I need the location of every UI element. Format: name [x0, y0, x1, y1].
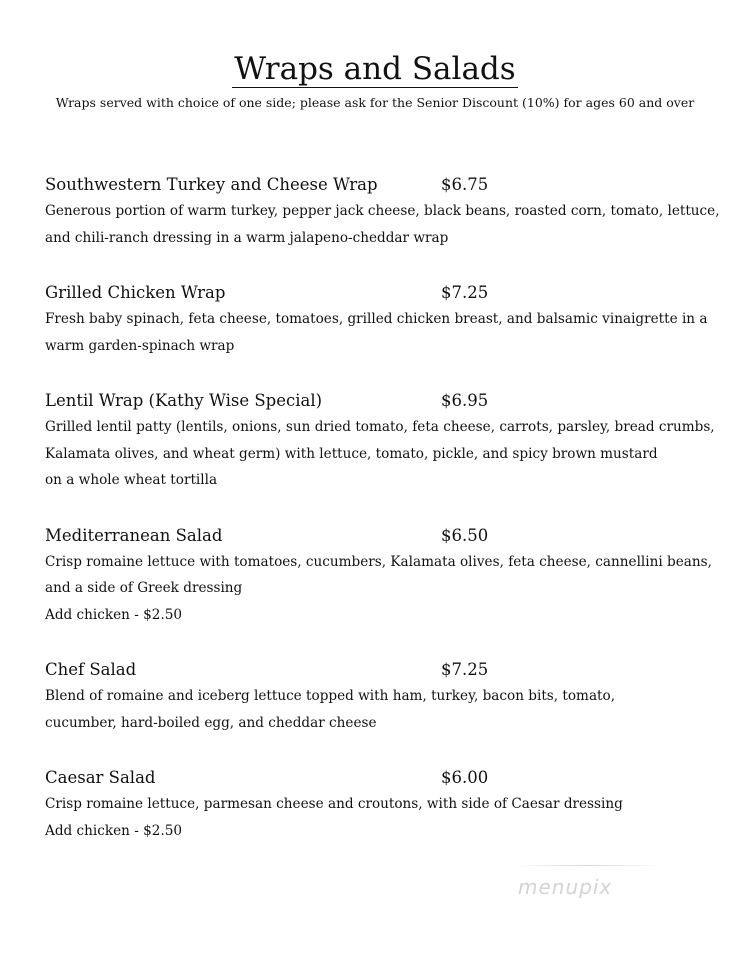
page-title [0, 50, 750, 88]
menu-item [45, 280, 708, 359]
menu-item [45, 388, 715, 494]
menu-item-description [45, 414, 715, 494]
menu-item [45, 657, 705, 736]
menu-item-price: $6.95 [441, 391, 489, 410]
menu-item-description [45, 198, 720, 251]
menu-item-header [45, 280, 705, 306]
menu-item-header [45, 657, 705, 683]
menu-item-price: $7.25 [441, 660, 489, 679]
description-line: Generous portion of warm turkey, pepper jack cheese, black beans, roasted corn, tomato, lettuce, [45, 203, 720, 219]
description-line: and chili-ranch dressing in a warm jalapeno-cheddar wrap [45, 229, 449, 246]
watermark-logo-text: menupix [518, 875, 613, 899]
menu-item-price: $6.50 [441, 525, 489, 545]
description-line: Fresh baby spinach, feta cheese, tomatoes, grilled chicken breast, and balsamic vinaigrette in a [45, 311, 708, 327]
description-line: Kalamata olives, and wheat germ) with lettuce, tomato, pickle, and spicy brown mustard [45, 445, 658, 462]
menu-item [45, 172, 720, 251]
menu-item-header [45, 523, 705, 549]
description-line: cucumber, hard-boiled egg, and cheddar cheese [45, 714, 377, 731]
menu-item [45, 523, 712, 629]
menu-item-price: $6.00 [441, 768, 489, 787]
add-on-note: Add chicken - $2.50 [45, 606, 183, 623]
menu-item-name: Mediterranean Salad [45, 525, 223, 545]
watermark-rule [512, 865, 662, 866]
menu-list [45, 172, 720, 873]
menu-item-description [45, 683, 705, 736]
menu-item-name: Grilled Chicken Wrap [45, 283, 226, 302]
description-line: Crisp romaine lettuce, parmesan cheese and croutons, with side of Caesar dressing [45, 796, 623, 812]
description-line: warm garden-spinach wrap [45, 337, 235, 354]
menu-item-description [45, 306, 708, 359]
menu-item-name: Lentil Wrap (Kathy Wise Special) [45, 391, 323, 410]
menu-item-price: $6.75 [441, 175, 489, 194]
menu-item-header [45, 388, 705, 414]
add-on-note: Add chicken - $2.50 [45, 822, 183, 839]
menu-item-description [45, 791, 705, 844]
description-line: Crisp romaine lettuce with tomatoes, cucumbers, Kalamata olives, feta cheese, cannellini beans, [45, 553, 712, 570]
page-subtitle: Wraps served with choice of one side; please ask for the Senior Discount (10%) for ages 60 and over [55, 95, 695, 110]
menu-item-name: Caesar Salad [45, 768, 156, 787]
page-title-text: Wraps and Salads [234, 51, 516, 87]
description-line: Grilled lentil patty (lentils, onions, sun dried tomato, feta cheese, carrots, parsley, bread crumbs, [45, 419, 715, 435]
menu-item-header [45, 765, 705, 791]
menu-item [45, 765, 705, 844]
menu-item-name: Chef Salad [45, 660, 137, 679]
menu-item-name: Southwestern Turkey and Cheese Wrap [45, 175, 378, 194]
description-line: Blend of romaine and iceberg lettuce topped with ham, turkey, bacon bits, tomato, [45, 688, 616, 704]
watermark [512, 865, 662, 915]
menu-item-header [45, 172, 705, 198]
menu-item-description [45, 549, 712, 629]
menu-item-price: $7.25 [441, 283, 489, 302]
description-line: and a side of Greek dressing [45, 580, 243, 596]
description-line: on a whole wheat tortilla [45, 472, 218, 488]
